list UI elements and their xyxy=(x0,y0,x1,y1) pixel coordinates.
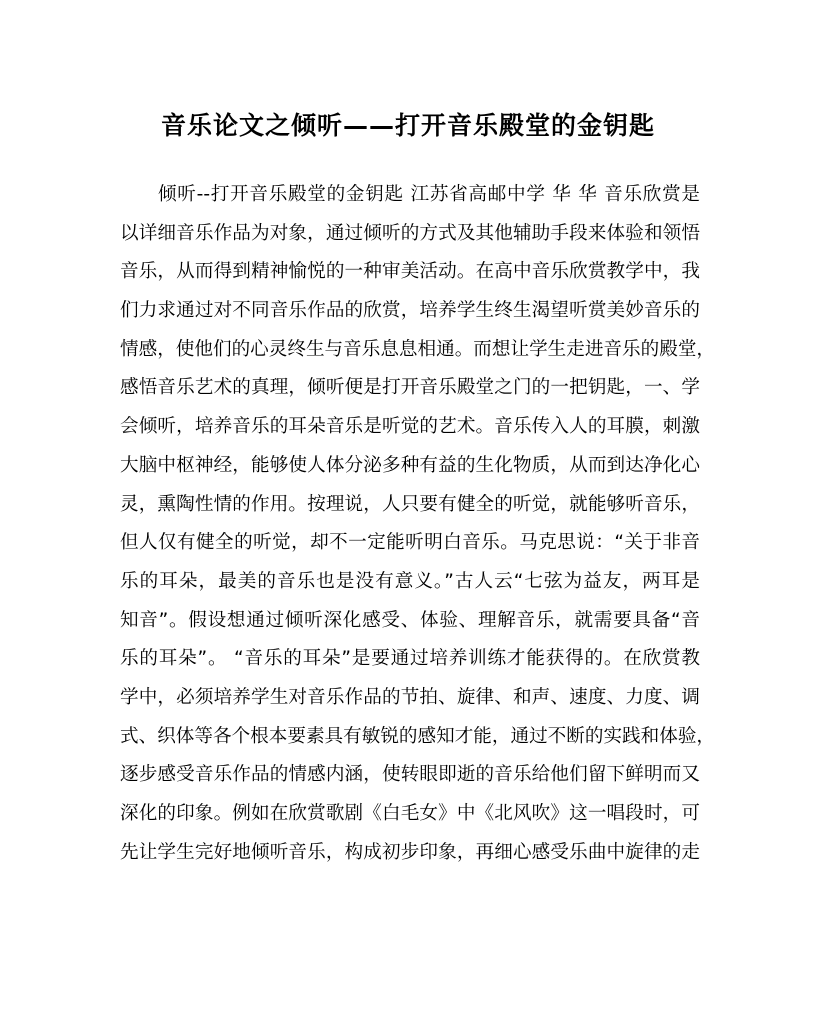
paragraph-line: 式、织体等各个根本要素具有敏锐的感知才能，通过不断的实践和体验， xyxy=(120,725,716,747)
paragraph-line: 深化的印象。例如在欣赏歌剧《白毛女》中《北风吹》这一唱段时，可 xyxy=(120,803,700,824)
paragraph-line: 们力求通过对不同音乐作品的欣赏，培养学生终生渴望听赏美妙音乐的 xyxy=(120,300,700,322)
paragraph-line: 逐步感受音乐作品的情感内涵，使转眼即逝的音乐给他们留下鲜明而又 xyxy=(120,764,700,786)
document-body xyxy=(120,176,716,872)
paragraph-line: 音乐，从而得到精神愉悦的一种审美活动。在高中音乐欣赏教学中，我 xyxy=(120,261,700,283)
paragraph-line: 感悟音乐艺术的真理，倾听便是打开音乐殿堂之门的一把钥匙，一、学 xyxy=(120,377,700,399)
paragraph-line: 先让学生完好地倾听音乐，构成初步印象，再细心感受乐曲中旋律的走 xyxy=(120,841,700,863)
paragraph-line: 会倾听，培养音乐的耳朵音乐是听觉的艺术。音乐传入人的耳膜，刺激 xyxy=(120,416,700,438)
paragraph-line: 乐的耳朵”。 “音乐的耳朵”是要通过培养训练才能获得的。在欣赏教 xyxy=(120,648,700,670)
paragraph-line: 学中，必须培养学生对音乐作品的节拍、旋律、和声、速度、力度、调 xyxy=(120,686,700,708)
paragraph-line: 知音”。假设想通过倾听深化感受、体验、理解音乐，就需要具备“音 xyxy=(120,609,700,631)
paragraph-line: 乐的耳朵，最美的音乐也是没有意义。”古人云“七弦为益友，两耳是 xyxy=(120,570,700,592)
paragraph-line: 以详细音乐作品为对象，通过倾听的方式及其他辅助手段来体验和领悟 xyxy=(120,222,700,244)
document-title: 音乐论文之倾听——打开音乐殿堂的金钥匙 xyxy=(160,111,655,140)
paragraph-line: 情感，使他们的心灵终生与音乐息息相通。而想让学生走进音乐的殿堂， xyxy=(120,338,716,360)
paragraph-line: 但人仅有健全的听觉，却不一定能听明白音乐。马克思说：“关于非音 xyxy=(120,532,700,554)
paragraph-line: 大脑中枢神经，能够使人体分泌多种有益的生化物质，从而到达净化心 xyxy=(120,454,700,476)
paragraph-line: 灵，熏陶性情的作用。按理说，人只要有健全的听觉，就能够听音乐， xyxy=(120,493,700,515)
paragraph-line: 倾听--打开音乐殿堂的金钥匙 江苏省高邮中学 华 华 音乐欣赏是 xyxy=(158,184,700,205)
